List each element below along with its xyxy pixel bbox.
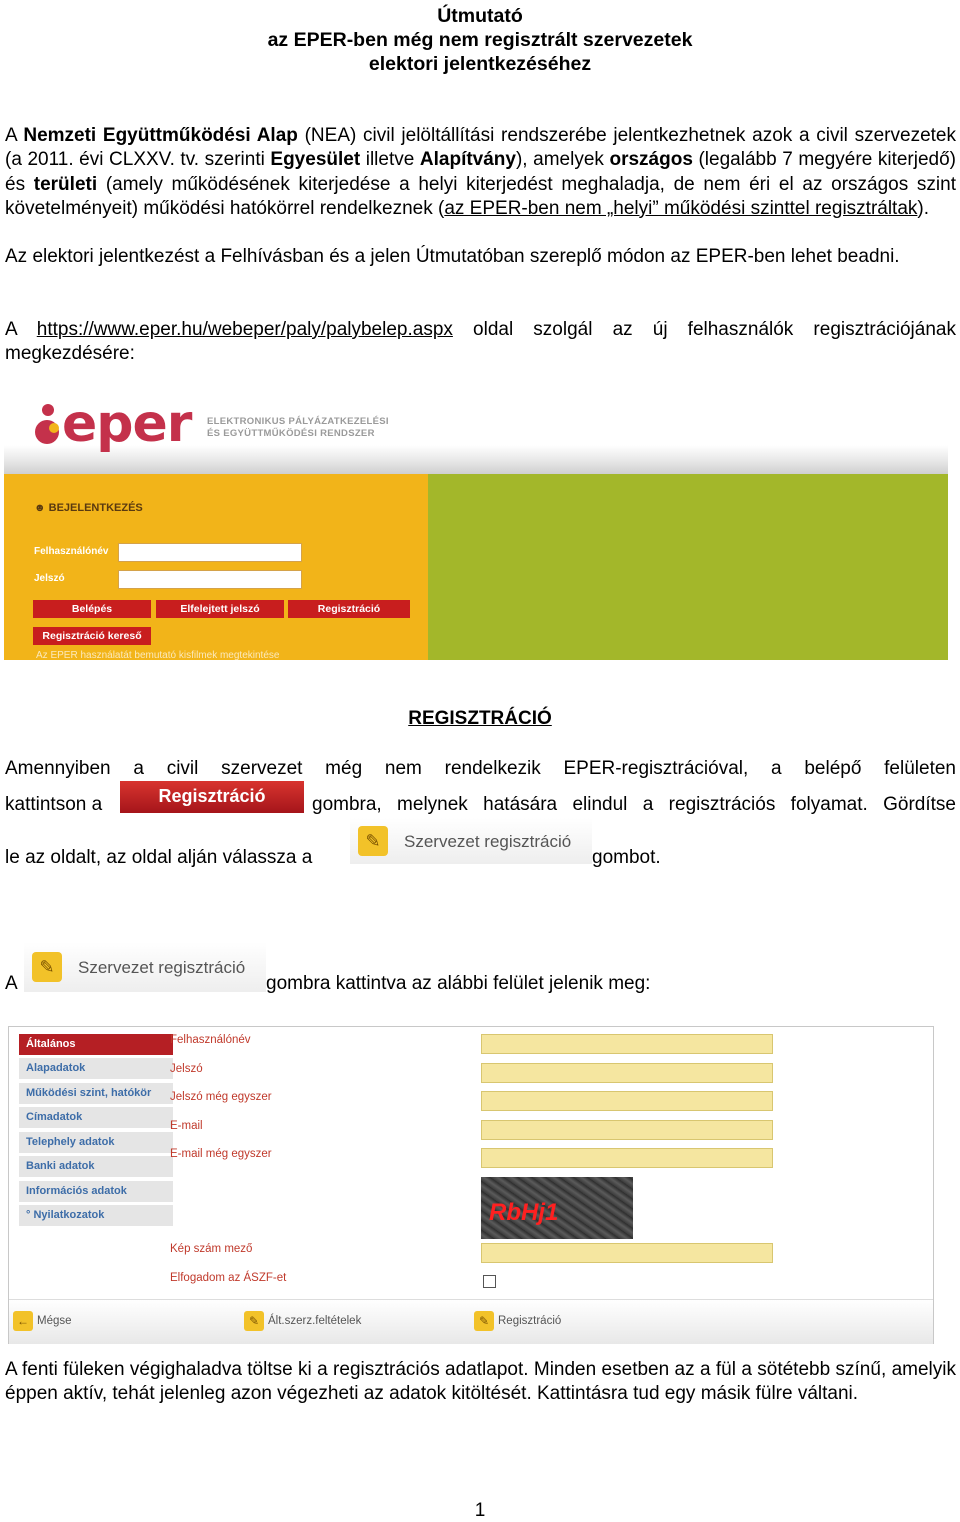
- orszagos: országos: [609, 149, 693, 171]
- back-arrow-icon: ←: [13, 1311, 33, 1331]
- forgot-password-button[interactable]: Elfelejtett jelszó: [156, 600, 284, 618]
- username-input[interactable]: [118, 543, 302, 562]
- login-heading-text: BEJELENTKEZÉS: [48, 502, 143, 514]
- terms-button[interactable]: [244, 1310, 361, 1332]
- username-label: Felhasználónév: [34, 546, 109, 557]
- tab-informacios[interactable]: Információs adatok: [19, 1181, 173, 1202]
- tab-cimadatok[interactable]: Címadatok: [19, 1107, 173, 1128]
- eper-logo: eper: [62, 394, 192, 454]
- registration-search-button[interactable]: Regisztráció kereső: [33, 627, 151, 645]
- pencil-icon: ✎: [474, 1311, 494, 1331]
- closing-paragraph: A fenti füleken végighaladva töltse ki a regisztrációs adatlapot. Minden esetben az a fül a sötétebb színű, amelyik éppen aktív, tehát jelenleg azon végezheti az adatok kitöltését. Kattintásra tud egy másik fülre váltani.: [5, 1359, 956, 1405]
- video-link[interactable]: Az EPER használatát bemutató kisfilmek megtekintése: [36, 650, 280, 660]
- label-password: Jelszó: [170, 1063, 203, 1075]
- document-title: [0, 4, 960, 76]
- tab-nyilatkozatok[interactable]: ° Nyilatkozatok: [19, 1205, 173, 1226]
- intro-text: ), amelyek: [515, 149, 610, 171]
- user-icon: ☻: [34, 502, 49, 514]
- captcha-field[interactable]: [481, 1243, 773, 1263]
- password-label: Jelszó: [34, 573, 65, 584]
- intro-text: ).: [917, 197, 930, 219]
- egyesulet: Egyesület: [270, 149, 361, 171]
- body-line-2a: kattintson a: [5, 794, 103, 815]
- intro-paragraph: [5, 124, 956, 221]
- tab-telephely[interactable]: Telephely adatok: [19, 1132, 173, 1153]
- eper-header: [4, 392, 948, 474]
- label-username: Felhasználónév: [170, 1034, 251, 1046]
- teruleti: területi: [33, 173, 98, 195]
- login-button[interactable]: Belépés: [33, 600, 151, 618]
- szervezet-button-label: Szervezet regisztráció: [404, 832, 572, 851]
- url-paragraph: [5, 318, 956, 367]
- label-email: E-mail: [170, 1120, 203, 1132]
- url-text: oldal szolgál az új felhasználók regisztrációjának megkezdésére:: [5, 319, 956, 365]
- label-email-again: E-mail még egyszer: [170, 1148, 272, 1160]
- login-heading: [34, 502, 143, 514]
- title-line-1: Útmutató: [437, 5, 523, 27]
- label-captcha: Kép szám mező: [170, 1243, 253, 1255]
- pencil-icon: ✎: [244, 1311, 264, 1331]
- form-button-bar: [9, 1299, 933, 1344]
- eper-link[interactable]: https://www.eper.hu/webeper/paly/palybelep.aspx: [36, 319, 453, 340]
- intro-text: (legalább 7 megyére kiterjedő) és: [5, 149, 956, 195]
- cancel-button[interactable]: [13, 1310, 72, 1332]
- terms-checkbox[interactable]: [483, 1275, 496, 1288]
- intro-text: (NEA) civil jelöltállítási rendszerébe jelentkezhetnek azok a civil szervezetek (a 2011. évi CLXXV. tv. szerinti: [5, 125, 956, 171]
- register-button[interactable]: Regisztráció: [288, 600, 410, 618]
- szervezet-button-label: Szervezet regisztráció: [78, 958, 246, 977]
- pencil-icon: ✎: [32, 952, 62, 982]
- tab-banki[interactable]: Banki adatok: [19, 1156, 173, 1177]
- body-line-4b: gombra kattintva az alábbi felület jelenik meg:: [266, 973, 651, 994]
- title-line-2: az EPER-ben még nem regisztrált szervezetek: [267, 29, 693, 51]
- submit-registration-button[interactable]: [474, 1310, 561, 1332]
- pencil-icon: ✎: [358, 826, 388, 856]
- section-title: REGISZTRÁCIÓ: [408, 708, 552, 729]
- submit-label: Regisztráció: [498, 1315, 562, 1327]
- not-local-note: az EPER-ben nem „helyi” működési szinttel regisztráltak: [444, 197, 918, 219]
- body-line-3a: le az oldalt, az oldal alján válassza a: [5, 847, 313, 868]
- tab-mukodesi-szint[interactable]: Működési szint, hatókör: [19, 1083, 173, 1104]
- green-panel: [428, 474, 948, 660]
- page-number: 1: [474, 1500, 486, 1521]
- subtitle-line-1: ELEKTRONIKUS PÁLYÁZATKEZELÉSI: [207, 416, 389, 427]
- label-password-again: Jelszó még egyszer: [170, 1091, 272, 1103]
- label-terms: Elfogadom az ÁSZF-et: [170, 1272, 287, 1284]
- intro-text: A: [5, 125, 24, 146]
- body-line-2b: gombra, melynek hatására elindul a regisztrációs folyamat. Gördítse: [312, 794, 956, 815]
- submission-paragraph: Az elektori jelentkezést a Felhívásban és a jelen Útmutatóban szereplő módon az EPER-ben lehet beadni.: [5, 246, 900, 267]
- registration-form-screenshot: [8, 1026, 934, 1344]
- email-again-field[interactable]: [481, 1148, 773, 1168]
- nea-name: Nemzeti Együttműködési Alap: [23, 125, 298, 146]
- alapitvany: Alapítvány: [419, 149, 516, 171]
- intro-text: (amely működésének kiterjedése a helyi kiterjedést meghaladja, de nem éri el az országos szint követelményeit) működési hatókörrel rendelkeznek (: [5, 173, 956, 219]
- tab-altalanos[interactable]: Általános: [19, 1034, 173, 1055]
- inline-szervezet-button-2[interactable]: [24, 942, 266, 992]
- eper-subtitle: [207, 416, 389, 440]
- password-again-field[interactable]: [481, 1091, 773, 1111]
- body-line-1: Amennyiben a civil szervezet még nem rendelkezik EPER-regisztrációval, a belépő felületen: [5, 758, 956, 779]
- eper-login-screenshot: [4, 392, 948, 660]
- username-field[interactable]: [481, 1034, 773, 1054]
- body-line-3b: gombot.: [592, 847, 661, 868]
- captcha-image: [481, 1177, 633, 1239]
- password-field[interactable]: [481, 1063, 773, 1083]
- captcha-text: RbHj1: [489, 1199, 559, 1226]
- eper-logo-icon: [34, 402, 64, 446]
- url-text: A: [5, 319, 37, 340]
- email-field[interactable]: [481, 1120, 773, 1140]
- tab-alapadatok[interactable]: Alapadatok: [19, 1058, 173, 1079]
- body-line-4a: A: [5, 973, 18, 994]
- intro-text: illetve: [360, 149, 420, 171]
- cancel-label: Mégse: [37, 1315, 72, 1327]
- terms-label: Ált.szerz.feltételek: [268, 1315, 362, 1327]
- subtitle-line-2: ÉS EGYÜTTMŰKÖDÉSI RENDSZER: [207, 428, 375, 439]
- inline-regisztracio-button[interactable]: Regisztráció: [120, 781, 304, 813]
- password-input[interactable]: [118, 570, 302, 589]
- inline-szervezet-button[interactable]: [350, 818, 592, 864]
- title-line-3: elektori jelentkezéséhez: [368, 53, 592, 75]
